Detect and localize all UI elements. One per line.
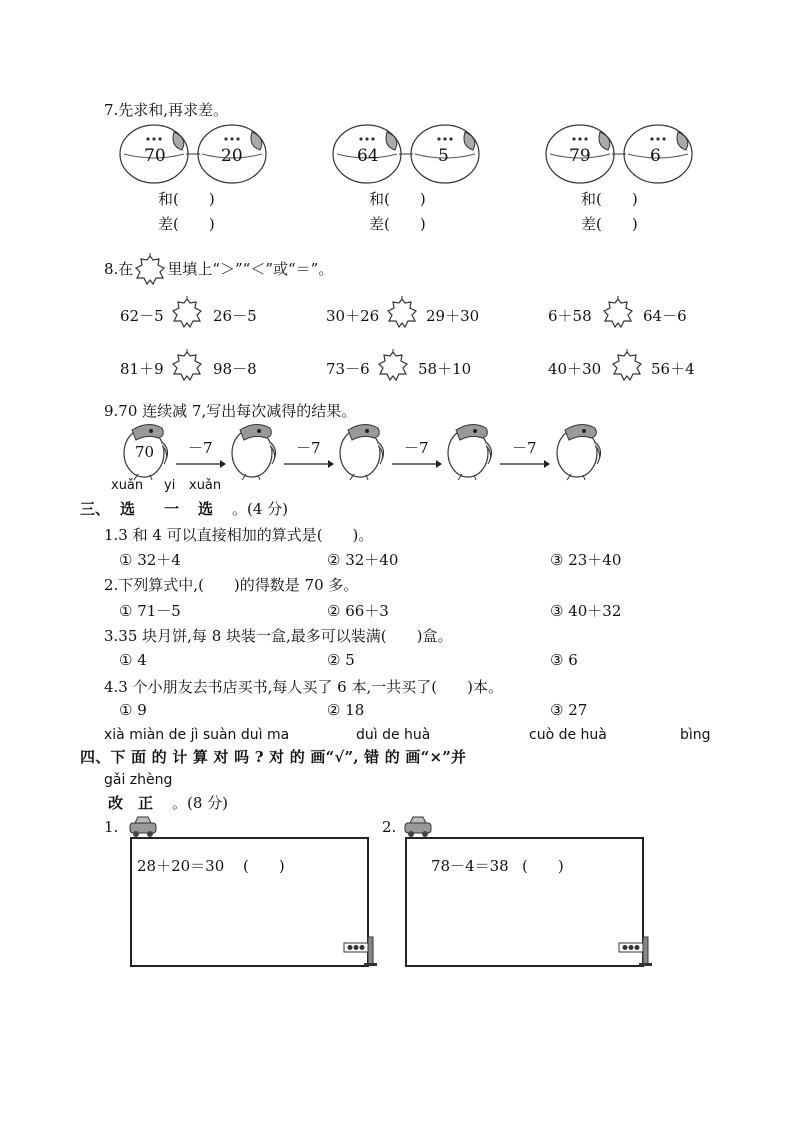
q7-a: 64 [357,146,379,166]
s4-expression: 28＋20＝30 [137,857,225,875]
q9-step: －7 [188,439,213,457]
q8-left: 62－5 [120,307,164,325]
q8-left: 30＋26 [326,307,380,325]
q8-right: 64－6 [643,307,687,325]
q7-a: 70 [144,146,166,166]
traffic-light-icon [617,935,653,967]
option-1[interactable]: ① 4 [119,651,147,669]
traffic-light-icon [342,935,378,967]
q7-sum-blank[interactable]: 和( ) [158,190,215,208]
leaf-answer-box[interactable] [376,349,410,383]
s3-question-text: 2.下列算式中,( )的得数是 70 多。 [104,576,359,594]
arrow-icon [500,459,550,469]
s3-title-char: 选 [120,500,136,518]
q9-step: －7 [404,439,429,457]
q7-b: 5 [438,146,449,166]
q7-diff-blank[interactable]: 差( ) [158,215,215,233]
s4-pinyin: duì de huà [356,727,431,743]
s4-item-number: 2. [382,818,397,836]
s3-title-tail: 。(4 分) [232,500,289,518]
leaf-answer-box[interactable] [170,296,204,330]
s4-pinyin: cuò de huà [529,727,607,743]
s4-check-blank[interactable]: ( ) [522,857,564,875]
fish-answer-icon[interactable] [334,420,390,480]
double-ball-icon [331,124,481,186]
fish-answer-icon[interactable] [442,420,498,480]
s3-question-text: 4.3 个小朋友去书店买书,每人买了 6 本,一共买了( )本。 [104,678,503,696]
s3-question-text: 1.3 和 4 可以直接相加的算式是( )。 [104,526,374,544]
car-icon [403,815,433,837]
option-1[interactable]: ① 71－5 [119,602,181,620]
leaf-answer-box[interactable] [385,296,419,330]
s3-title-char: 选 [198,500,214,518]
arrow-icon [392,459,442,469]
s4-title-line2: 改 正 [108,794,154,812]
q8-right: 58＋10 [418,360,472,378]
option-3[interactable]: ③ 6 [550,651,578,669]
s3-pinyin-2: yi [164,478,176,493]
car-icon [128,815,158,837]
s4-check-blank[interactable]: ( ) [243,857,285,875]
q8-label [104,252,333,287]
q8-left: 81＋9 [120,360,164,378]
option-2[interactable]: ② 18 [327,701,365,719]
q7-diff-blank[interactable]: 差( ) [369,215,426,233]
leaf-answer-box[interactable] [610,349,644,383]
arrow-icon [284,459,334,469]
q7-sum-blank[interactable]: 和( ) [369,190,426,208]
s4-expression: 78－4＝38 [431,857,509,875]
s4-pinyin-2: gǎi zhèng [104,772,173,788]
q8-label-pre: 8.在 [104,260,134,278]
option-3[interactable]: ③ 27 [550,701,588,719]
option-2[interactable]: ② 5 [327,651,355,669]
q8-right: 98－8 [213,360,257,378]
q7-b: 6 [650,146,661,166]
q9-start-value: 70 [135,443,155,461]
s3-pinyin-1: xuǎn [111,478,144,493]
q8-right: 56＋4 [651,360,695,378]
q7-a: 79 [569,146,591,166]
q8-right: 29＋30 [426,307,480,325]
q8-left: 73－6 [326,360,370,378]
double-ball-icon [544,124,694,186]
option-2[interactable]: ② 66＋3 [327,602,389,620]
leaf-icon [133,253,167,287]
q8-left: 40＋30 [548,360,602,378]
s4-title-line1: 四、下 面 的 计 算 对 吗 ? 对 的 画“√”, 错 的 画“×”并 [80,748,467,766]
q7-sum-blank[interactable]: 和( ) [581,190,638,208]
double-ball-icon [118,124,268,186]
leaf-answer-box[interactable] [170,349,204,383]
s3-number: 三、 [80,500,111,518]
s3-title-char: 一 [164,500,180,518]
q9-label: 9.70 连续减 7,写出每次减得的结果。 [104,402,357,420]
leaf-answer-box[interactable] [601,296,635,330]
option-1[interactable]: ① 9 [119,701,147,719]
option-3[interactable]: ③ 23＋40 [550,551,622,569]
q8-left: 6＋58 [548,307,592,325]
option-3[interactable]: ③ 40＋32 [550,602,622,620]
option-1[interactable]: ① 32＋4 [119,551,181,569]
option-2[interactable]: ② 32＋40 [327,551,399,569]
fish-answer-icon[interactable] [226,420,282,480]
q8-right: 26－5 [213,307,257,325]
s4-pinyin: xià miàn de jì suàn duì ma [104,727,290,743]
q7-b: 20 [221,146,243,166]
s3-question-text: 3.35 块月饼,每 8 块装一盒,最多可以装满( )盒。 [104,627,453,645]
s4-title-tail: 。(8 分) [172,794,229,812]
s3-pinyin-3: xuǎn [189,478,222,493]
q8-label-post: 里填上“＞”“＜”或“＝”。 [167,260,334,278]
q9-step: －7 [512,439,537,457]
arrow-icon [176,459,226,469]
q7-diff-blank[interactable]: 差( ) [581,215,638,233]
s4-item-number: 1. [104,818,119,836]
s4-pinyin: bìng [680,727,711,743]
fish-answer-icon[interactable] [551,420,607,480]
q7-label: 7.先求和,再求差。 [104,101,229,119]
q9-step: －7 [296,439,321,457]
